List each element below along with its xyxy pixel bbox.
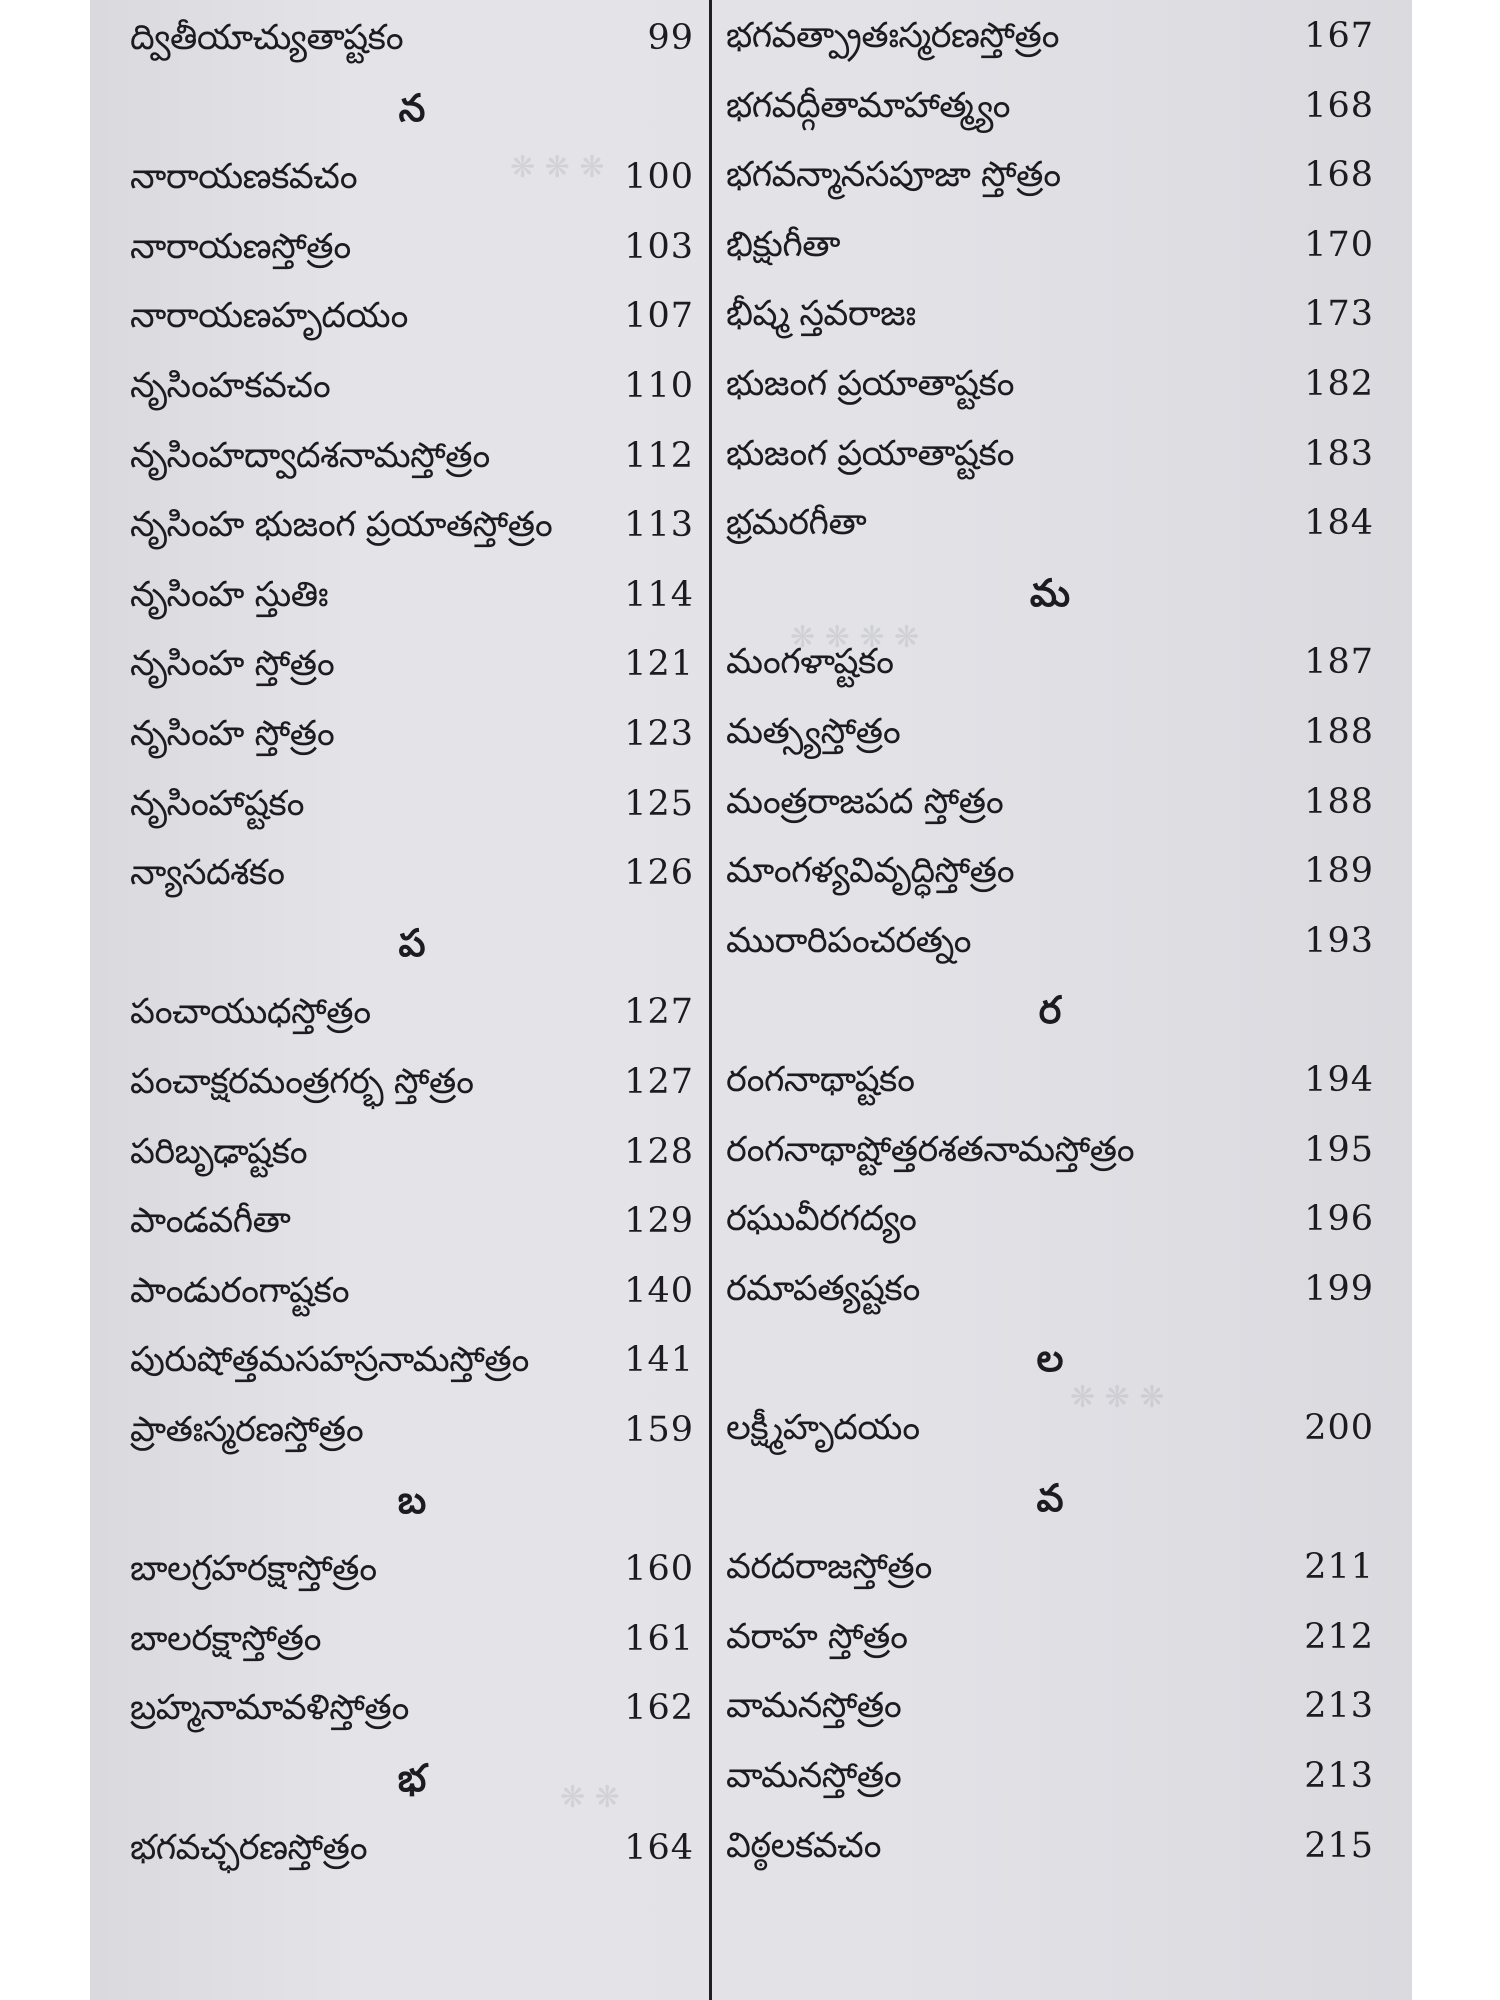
index-entry[interactable] — [130, 356, 694, 416]
index-entry[interactable] — [130, 495, 694, 555]
entry-title: రఘువీరగద్యం — [726, 1199, 917, 1240]
section-letter — [726, 980, 1374, 1040]
entry-title: రమాపత్యష్టకం — [726, 1268, 920, 1309]
entry-title: నృసింహ భుజంగ ప్రయాతస్తోత్రం — [130, 505, 553, 546]
entry-title: భ్రమరగీతా — [726, 503, 867, 544]
index-entry[interactable] — [726, 702, 1374, 762]
entry-page-number: 213 — [1304, 1686, 1374, 1727]
entry-page-number: 187 — [1304, 642, 1374, 683]
index-entry[interactable] — [130, 1539, 694, 1599]
entry-page-number: 129 — [624, 1201, 694, 1242]
section-letter-text: ల — [1036, 1335, 1064, 1381]
entry-title: పురుషోత్తమసహస్రనామస్తోత్రం — [130, 1340, 529, 1381]
entry-title: నృసింహ స్తోత్రం — [130, 644, 335, 685]
index-entry[interactable] — [130, 426, 694, 486]
entry-page-number: 182 — [1304, 364, 1374, 404]
entry-title: ప్రాతఃస్మరణస్తోత్రం — [130, 1410, 364, 1450]
entry-title: రంగనాథాష్టోత్తరశతనామస్తోత్రం — [726, 1129, 1135, 1170]
entry-title: భగవత్ప్రాతఃస్మరణస్తోత్రం — [726, 16, 1059, 56]
section-letter — [130, 1470, 694, 1530]
entry-title: భగవద్గీతామాహాత్మ్యం — [726, 85, 1011, 126]
index-entry[interactable] — [130, 634, 694, 694]
entry-title: నారాయణహృదయం — [130, 296, 408, 337]
entry-title: వామనస్తోత్రం — [726, 1686, 902, 1727]
entry-page-number: 170 — [1304, 224, 1374, 265]
index-entry[interactable] — [130, 1609, 694, 1669]
entry-title: పంచాక్షరమంత్రగర్భ స్తోత్రం — [130, 1062, 474, 1102]
index-entry[interactable] — [130, 774, 694, 834]
entry-page-number: 121 — [624, 644, 694, 685]
entry-page-number: 196 — [1304, 1199, 1374, 1240]
entry-page-number: 188 — [1304, 712, 1374, 752]
entry-page-number: 173 — [1304, 294, 1374, 335]
entry-title: వరదరాజస్తోత్రం — [726, 1547, 932, 1588]
index-entry[interactable] — [726, 354, 1374, 414]
entry-page-number: 189 — [1304, 851, 1374, 892]
index-entry[interactable] — [726, 1398, 1374, 1458]
entry-title: నృసింహాష్టకం — [130, 783, 304, 824]
section-letter — [726, 1468, 1374, 1528]
index-entry[interactable] — [726, 841, 1374, 901]
bleed-through-mark: ❋ ❋ ❋ ❋ — [790, 620, 920, 655]
entry-title: రంగనాథాష్టకం — [726, 1060, 915, 1100]
section-letter — [726, 1328, 1374, 1388]
entry-title: భుజంగ ప్రయాతాష్టకం — [726, 433, 1014, 474]
entry-page-number: 168 — [1304, 85, 1374, 126]
entry-page-number: 103 — [624, 226, 694, 267]
entry-title: భుజంగ ప్రయాతాష్టకం — [726, 364, 1014, 404]
section-letter-text: బ — [397, 1476, 427, 1522]
entry-title: మాంగళ్యవివృద్ధిస్తోత్రం — [726, 851, 1015, 892]
index-entry[interactable] — [130, 843, 694, 903]
entry-title: భీష్మ స్తవరాజః — [726, 294, 916, 335]
entry-page-number: 112 — [624, 435, 694, 476]
index-entry[interactable] — [726, 1120, 1374, 1180]
section-letter-text: ప — [398, 919, 426, 965]
entry-page-number: 184 — [1304, 503, 1374, 544]
index-entry[interactable] — [726, 1537, 1374, 1597]
index-entry[interactable] — [726, 284, 1374, 344]
bleed-through-mark: ❋ ❋ ❋ — [510, 150, 605, 185]
section-letter-text: వ — [1036, 1474, 1064, 1520]
entry-title: నారాయణకవచం — [130, 157, 358, 198]
left-column — [130, 0, 694, 2000]
bleed-through-mark: ❋ ❋ ❋ — [1070, 1380, 1165, 1415]
index-entry[interactable] — [130, 217, 694, 277]
entry-page-number: 99 — [647, 18, 694, 58]
index-entry[interactable] — [130, 8, 694, 68]
index-entry[interactable] — [726, 1676, 1374, 1736]
bleed-through-mark: ❋ ❋ — [560, 1780, 620, 1815]
entry-page-number: 183 — [1304, 433, 1374, 474]
entry-title: న్యాసదశకం — [130, 853, 285, 894]
entry-page-number: 127 — [624, 1062, 694, 1102]
entry-page-number: 161 — [624, 1618, 694, 1659]
entry-page-number: 164 — [624, 1827, 694, 1868]
index-entry[interactable] — [130, 1052, 694, 1112]
entry-title: మురారిపంచరత్నం — [726, 920, 972, 961]
entry-title: వరాహ స్తోత్రం — [726, 1616, 908, 1657]
index-entry[interactable] — [726, 1259, 1374, 1319]
entry-page-number: 100 — [624, 157, 694, 198]
index-entry[interactable] — [726, 76, 1374, 136]
index-entry[interactable] — [130, 1191, 694, 1251]
entry-page-number: 128 — [624, 1131, 694, 1172]
entry-title: నృసింహద్వాదశనామస్తోత్రం — [130, 435, 490, 476]
index-page — [90, 0, 1412, 2000]
entry-page-number: 195 — [1304, 1129, 1374, 1170]
index-entry[interactable] — [726, 145, 1374, 205]
column-divider — [709, 0, 712, 2000]
entry-page-number: 107 — [624, 296, 694, 337]
entry-title: నారాయణస్తోత్రం — [130, 226, 351, 267]
index-entry[interactable] — [130, 147, 694, 207]
entry-page-number: 199 — [1304, 1268, 1374, 1309]
entry-page-number: 125 — [624, 783, 694, 824]
section-letter-text: భ — [397, 1755, 427, 1800]
entry-title: లక్ష్మీహృదయం — [726, 1408, 920, 1448]
entry-title: భగవన్మానసపూజా స్తోత్రం — [726, 155, 1061, 196]
entry-title: ద్వితీయాచ్యుతాష్టకం — [130, 18, 404, 58]
index-entry[interactable] — [130, 1122, 694, 1182]
entry-page-number: 211 — [1304, 1547, 1374, 1588]
entry-title: నృసింహకవచం — [130, 366, 331, 406]
index-entry[interactable] — [726, 424, 1374, 484]
entry-title: మత్స్యస్తోత్రం — [726, 712, 901, 752]
entry-title: పాండవగీతా — [130, 1201, 291, 1242]
entry-page-number: 140 — [624, 1270, 694, 1311]
entry-title: వామనస్తోత్రం — [726, 1756, 902, 1796]
index-entry[interactable] — [726, 6, 1374, 66]
section-letter-text: న — [398, 84, 426, 130]
index-entry[interactable] — [726, 1746, 1374, 1806]
section-letter — [130, 1748, 694, 1808]
index-entry[interactable] — [130, 1400, 694, 1460]
entry-page-number: 159 — [624, 1410, 694, 1450]
entry-title: పాండురంగాష్టకం — [130, 1270, 350, 1311]
entry-title: పరిబృఢాష్టకం — [130, 1131, 308, 1172]
entry-page-number: 141 — [624, 1340, 694, 1381]
entry-page-number: 126 — [624, 853, 694, 894]
index-entry[interactable] — [130, 565, 694, 625]
entry-page-number: 162 — [624, 1688, 694, 1729]
entry-page-number: 193 — [1304, 920, 1374, 961]
entry-page-number: 213 — [1304, 1756, 1374, 1796]
index-entry[interactable] — [726, 1607, 1374, 1667]
index-entry[interactable] — [130, 1261, 694, 1321]
entry-title: మంత్రరాజపద స్తోత్రం — [726, 781, 1004, 822]
section-letter-text: ర — [1038, 987, 1062, 1033]
entry-title: బాలగ్రహరక్షాస్తోత్రం — [130, 1549, 377, 1590]
section-letter — [726, 563, 1374, 623]
index-entry[interactable] — [726, 1816, 1374, 1876]
index-entry[interactable] — [726, 493, 1374, 553]
entry-page-number: 194 — [1304, 1060, 1374, 1100]
entry-page-number: 114 — [624, 574, 694, 615]
index-entry[interactable] — [130, 1818, 694, 1878]
entry-title: భిక్షుగీతా — [726, 224, 841, 265]
entry-title: నృసింహ స్తోత్రం — [130, 714, 335, 754]
entry-page-number: 167 — [1304, 16, 1374, 56]
entry-page-number: 110 — [624, 366, 694, 406]
entry-page-number: 113 — [624, 505, 694, 546]
entry-title: భగవచ్ఛరణస్తోత్రం — [130, 1827, 368, 1868]
entry-page-number: 215 — [1304, 1825, 1374, 1866]
entry-page-number: 188 — [1304, 781, 1374, 822]
index-entry[interactable] — [726, 632, 1374, 692]
entry-title: పంచాయుధస్తోత్రం — [130, 992, 371, 1033]
entry-page-number: 212 — [1304, 1616, 1374, 1657]
entry-title: బ్రహ్మనామావళిస్తోత్రం — [130, 1688, 409, 1729]
index-entry[interactable] — [726, 215, 1374, 275]
section-letter-text: మ — [1029, 569, 1071, 615]
index-entry[interactable] — [130, 982, 694, 1042]
entry-title: మంగళాష్టకం — [726, 642, 894, 683]
entry-page-number: 123 — [624, 714, 694, 754]
index-entry[interactable] — [130, 286, 694, 346]
section-letter — [130, 913, 694, 973]
entry-page-number: 200 — [1304, 1408, 1374, 1448]
index-entry[interactable] — [130, 1330, 694, 1390]
index-entry[interactable] — [726, 772, 1374, 832]
index-entry[interactable] — [130, 1678, 694, 1738]
section-letter — [130, 78, 694, 138]
index-entry[interactable] — [130, 704, 694, 764]
right-column — [726, 0, 1374, 2000]
index-entry[interactable] — [726, 1050, 1374, 1110]
index-entry[interactable] — [726, 1189, 1374, 1249]
entry-title: విఠ్ఠలకవచం — [726, 1825, 881, 1866]
entry-page-number: 160 — [624, 1549, 694, 1590]
index-entry[interactable] — [726, 911, 1374, 971]
entry-page-number: 127 — [624, 992, 694, 1033]
entry-page-number: 168 — [1304, 155, 1374, 196]
entry-title: నృసింహ స్తుతిః — [130, 574, 329, 615]
entry-title: బాలరక్షాస్తోత్రం — [130, 1618, 322, 1659]
